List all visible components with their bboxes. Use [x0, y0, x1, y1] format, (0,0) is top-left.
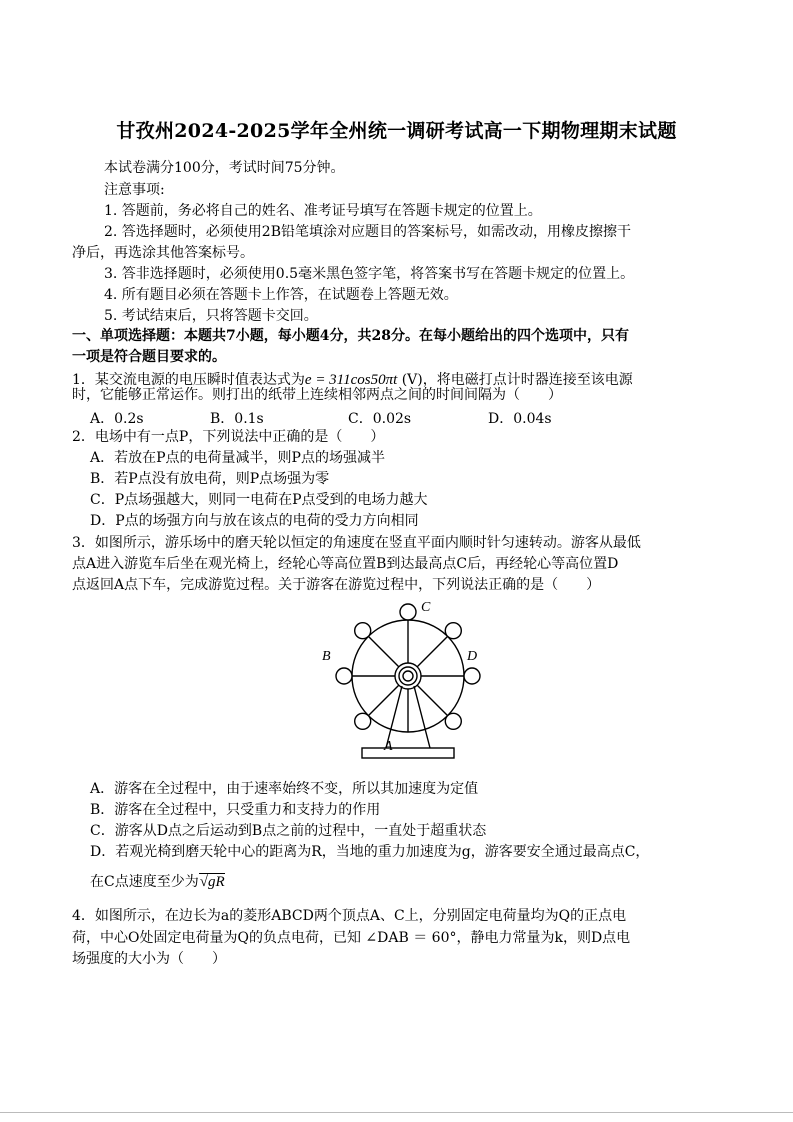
notice-item-4: 4. 所有题目必须在答题卡上作答，在试题卷上答题无效。	[104, 287, 458, 303]
q2-option-d: D．P点的场强方向与放在该点的电荷的受力方向相同	[90, 513, 419, 529]
q3-option-c: C．游客从D点之后运动到B点之前的过程中，一直处于超重状态	[90, 823, 487, 839]
notice-heading: 注意事项:	[104, 182, 165, 198]
question-2-stem: 2．电场中有一点P，下列说法中正确的是（ ）	[72, 429, 385, 445]
page-bottom-rule	[0, 1112, 793, 1113]
section-heading-cont: 一项是符合题目要求的。	[72, 349, 226, 365]
q3-option-d-cont	[90, 872, 225, 892]
section-heading: 一、单项选择题：本题共7小题，每小题4分，共28分。在每小题给出的四个选项中，只有	[72, 328, 629, 344]
q3-d-formula: √gR	[199, 874, 225, 890]
question-1-stem-cont: 时，它能够正常运作。则打出的纸带上连续相邻两点之间的时间间隔为（ ）	[72, 387, 562, 403]
q3-d-text: 在C点速度至少为	[90, 874, 199, 890]
notice-item-5: 5. 考试结束后，只将答题卡交回。	[104, 308, 318, 324]
q1-stem-b: (V)，将电磁打点计时器连接至该电源	[397, 372, 633, 388]
notice-item-3: 3. 答非选择题时，必须使用0.5毫米黑色签字笔，将答案书写在答题卡规定的位置上。	[104, 266, 635, 282]
notice-item-2-cont: 净后，再选涂其他答案标号。	[72, 245, 254, 261]
notice-item-2: 2. 答选择题时，必须使用2B铅笔填涂对应题目的答案标号，如需改动，用橡皮擦擦干	[104, 224, 632, 240]
q2-option-a: A．若放在P点的电荷量减半，则P点的场强减半	[90, 450, 385, 466]
question-4-stem-cont: 荷，中心O处固定电荷量为Q的负点电荷，已知 ∠DAB ＝ 60°，静电力常量为k，则D点电	[72, 930, 631, 946]
seat-b	[336, 668, 352, 684]
q2-option-c: C．P点场强越大，则同一电荷在P点受到的电场力越大	[90, 492, 428, 508]
q1-option-d: D．0.04s	[488, 411, 552, 427]
question-3-stem-cont2: 点返回A点下车，完成游览过程。关于游客在游览过程中，下列说法正确的是（ ）	[72, 577, 601, 593]
q3-option-a: A．游客在全过程中，由于速率始终不变，所以其加速度为定值	[90, 781, 479, 797]
q1-option-b: B．0.1s	[210, 411, 264, 427]
question-3-stem-cont: 点A进入游览车后坐在观光椅上，经轮心等高位置B到达最高点C后，再经轮心等高位置D	[72, 556, 619, 572]
page-title: 甘孜州2024-2025学年全州统一调研考试高一下期物理期末试题	[116, 120, 677, 142]
q3-option-b: B．游客在全过程中，只受重力和支持力的作用	[90, 802, 381, 818]
seat-d	[464, 668, 480, 684]
q1-stem-a: 1．某交流电源的电压瞬时值表达式为	[72, 372, 305, 388]
question-4-stem: 4．如图所示，在边长为a的菱形ABCD两个顶点A、C上，分别固定电荷量均为Q的正点电	[72, 908, 627, 924]
label-b: B	[322, 649, 331, 664]
seat-c	[400, 604, 416, 620]
question-1-options	[90, 409, 552, 429]
q3-option-d: D．若观光椅到磨天轮中心的距离为R，当地的重力加速度为g，游客要安全通过最高点C，	[90, 844, 650, 860]
label-d: D	[467, 649, 478, 664]
ferris-wheel-figure	[322, 598, 492, 766]
label-c: C	[421, 600, 431, 615]
notice-item-1: 1. 答题前，务必将自己的姓名、准考证号填写在答题卡规定的位置上。	[104, 203, 542, 219]
question-3-stem: 3．如图所示，游乐场中的磨天轮以恒定的角速度在竖直平面内顺时针匀速转动。游客从最低	[72, 535, 641, 551]
q1-option-a: A．0.2s	[90, 411, 144, 427]
intro-line: 本试卷满分100分，考试时间75分钟。	[104, 160, 345, 176]
question-4-stem-cont2: 场强度的大小为（ ）	[72, 951, 226, 967]
q1-formula: e = 311cos50πt	[304, 372, 398, 388]
label-a: A	[384, 739, 393, 754]
q1-option-c: C．0.02s	[348, 411, 412, 427]
q2-option-b: B．若P点没有放电荷，则P点场强为零	[90, 471, 330, 487]
